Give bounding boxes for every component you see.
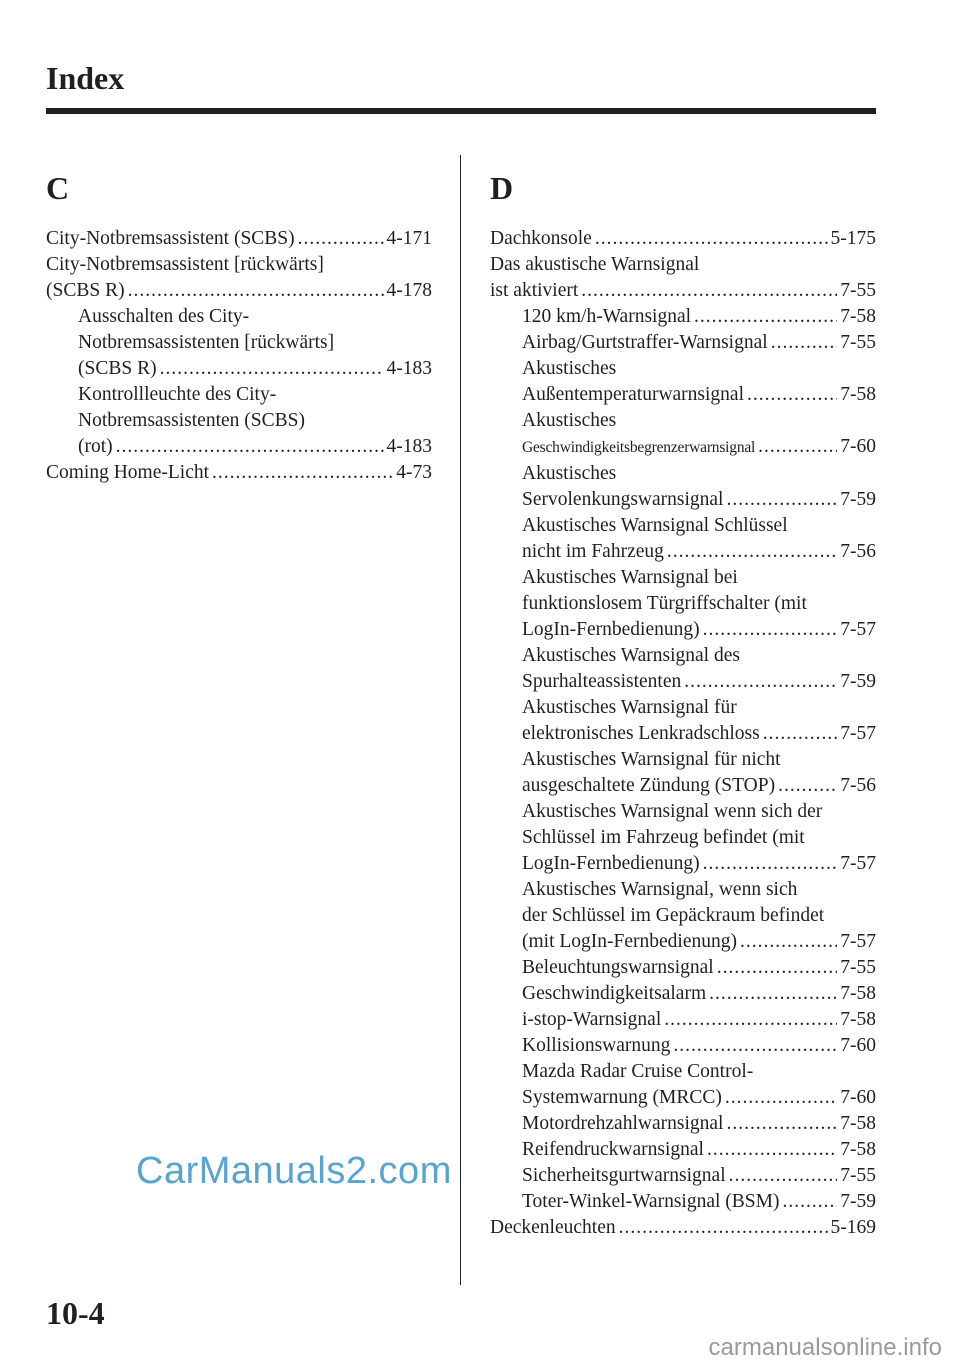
index-subentry <box>490 1033 876 1059</box>
entry-page-line <box>522 1163 876 1189</box>
entry-page-reference: 7-58 <box>840 983 876 1004</box>
watermark-carmanuals: CarManuals2.com <box>136 1150 452 1192</box>
entry-page-line <box>522 1189 876 1215</box>
entry-page-reference: 7-57 <box>840 619 876 640</box>
entry-text-line: Akustisches <box>522 358 617 379</box>
index-entry <box>490 252 876 304</box>
header-rule <box>46 108 876 114</box>
index-subentry <box>490 330 876 356</box>
entry-page-reference: 5-169 <box>830 1217 876 1238</box>
index-subentry <box>490 408 876 461</box>
entry-term: elektronisches Lenkradschloss <box>522 723 760 744</box>
entry-page-line <box>522 617 876 643</box>
dot-leader <box>758 434 837 460</box>
dot-leader <box>667 539 837 565</box>
index-subentry <box>490 877 876 955</box>
dot-leader <box>740 929 837 955</box>
entry-text-line: Das akustische Warnsignal <box>490 254 700 275</box>
page-title: Index <box>46 60 125 96</box>
entry-page-line <box>522 487 876 513</box>
dot-leader <box>703 851 838 877</box>
entry-page-reference: 7-55 <box>840 1165 876 1186</box>
entry-page-line <box>490 278 876 304</box>
entry-page-reference: 7-59 <box>840 1191 876 1212</box>
entry-term: Geschwindigkeitsbegrenzerwarnsignal <box>522 439 756 456</box>
index-subentry <box>490 955 876 981</box>
entry-text-line: Akustisches Warnsignal für <box>522 697 737 718</box>
dot-leader <box>212 460 393 486</box>
entry-term: Sicherheitsgurtwarnsignal <box>522 1165 726 1186</box>
section-letter: C <box>46 170 70 206</box>
entry-term: Beleuchtungswarnsignal <box>522 957 714 978</box>
index-subentry <box>490 356 876 408</box>
index-column-right <box>490 168 876 1241</box>
entry-page-reference: 7-56 <box>840 775 876 796</box>
entry-text-line: Akustisches Warnsignal, wenn sich <box>522 879 798 900</box>
dot-leader <box>778 773 837 799</box>
entry-text-line: Akustisches Warnsignal bei <box>522 567 738 588</box>
dot-leader <box>725 1085 837 1111</box>
entry-term: Airbag/Gurtstraffer-Warnsignal <box>522 332 768 353</box>
index-subentry <box>490 565 876 643</box>
section-letter: D <box>490 170 514 206</box>
entry-text-line: Notbremsassistenten [rückwärts] <box>78 332 335 353</box>
entry-text-line: Akustisches Warnsignal des <box>522 645 740 666</box>
dot-leader <box>694 304 837 330</box>
entry-text-line: Notbremsassistenten (SCBS) <box>78 410 305 431</box>
entry-page-line <box>522 721 876 747</box>
dot-leader <box>595 226 828 252</box>
dot-leader <box>729 1163 838 1189</box>
index-subentry <box>490 1163 876 1189</box>
entry-page-line <box>522 929 876 955</box>
dot-leader <box>707 1137 837 1163</box>
index-subentry <box>490 513 876 565</box>
index-subentry <box>490 1189 876 1215</box>
entry-page-line <box>490 226 876 252</box>
entry-page-reference: 7-60 <box>840 1035 876 1056</box>
entry-page-reference: 7-59 <box>840 489 876 510</box>
entry-page-reference: 7-57 <box>840 931 876 952</box>
index-subentry <box>490 1111 876 1137</box>
index-subentry <box>46 382 432 460</box>
entry-page-line <box>522 434 876 461</box>
entry-page-line <box>46 460 432 486</box>
dot-leader <box>726 487 837 513</box>
entry-page-reference: 7-55 <box>840 280 876 301</box>
index-entry-list <box>490 226 876 1241</box>
index-subentry <box>490 1137 876 1163</box>
dot-leader <box>581 278 837 304</box>
dot-leader <box>116 434 384 460</box>
column-divider <box>460 155 461 1285</box>
entry-page-reference: 7-55 <box>840 957 876 978</box>
index-entry <box>46 226 432 252</box>
dot-leader <box>717 955 838 981</box>
entry-term: nicht im Fahrzeug <box>522 541 664 562</box>
index-subentry <box>490 747 876 799</box>
dot-leader <box>747 382 837 408</box>
entry-term: LogIn-Fernbedienung) <box>522 853 700 874</box>
entry-page-reference: 4-73 <box>396 462 432 483</box>
dot-leader <box>763 721 838 747</box>
entry-page-reference: 4-183 <box>386 436 432 457</box>
entry-term: Spurhalteassistenten <box>522 671 682 692</box>
entry-term: (SCBS R) <box>46 280 125 301</box>
entry-term: Systemwarnung (MRCC) <box>522 1087 722 1108</box>
entry-text-line: Akustisches <box>522 463 617 484</box>
entry-page-line <box>78 356 432 382</box>
entry-term: Toter-Winkel-Warnsignal (BSM) <box>522 1191 780 1212</box>
entry-page-line <box>522 981 876 1007</box>
entry-term: 120 km/h-Warnsignal <box>522 306 692 327</box>
index-entry-list <box>46 226 432 486</box>
dot-leader <box>726 1111 837 1137</box>
dot-leader <box>709 981 837 1007</box>
index-subentry <box>490 461 876 513</box>
dot-leader <box>298 226 384 252</box>
entry-page-reference: 7-58 <box>840 1113 876 1134</box>
entry-page-reference: 7-58 <box>840 306 876 327</box>
dot-leader <box>771 330 838 356</box>
entry-page-line <box>522 330 876 356</box>
entry-page-reference: 7-60 <box>840 436 876 457</box>
entry-page-line <box>490 1215 876 1241</box>
entry-term: ausgeschaltete Zündung (STOP) <box>522 775 776 796</box>
entry-page-reference: 5-175 <box>830 228 876 249</box>
entry-page-line <box>522 1033 876 1059</box>
index-entry <box>46 252 432 304</box>
entry-page-line <box>522 1137 876 1163</box>
entry-page-line <box>522 851 876 877</box>
dot-leader <box>673 1033 837 1059</box>
entry-term: ist aktiviert <box>490 280 579 301</box>
entry-page-line <box>522 773 876 799</box>
entry-term: Deckenleuchten <box>490 1217 616 1238</box>
entry-page-line <box>522 382 876 408</box>
entry-text-line: Mazda Radar Cruise Control- <box>522 1061 754 1082</box>
entry-page-reference: 7-57 <box>840 723 876 744</box>
entry-page-reference: 7-55 <box>840 332 876 353</box>
dot-leader <box>703 617 838 643</box>
entry-term: Geschwindigkeitsalarm <box>522 983 707 1004</box>
entry-page-reference: 7-58 <box>840 1139 876 1160</box>
entry-term: LogIn-Fernbedienung) <box>522 619 700 640</box>
index-column-left <box>46 168 432 486</box>
entry-page-line <box>522 539 876 565</box>
entry-term: Kollisionswarnung <box>522 1035 671 1056</box>
entry-page-line <box>46 226 432 252</box>
entry-text-line: der Schlüssel im Gepäckraum befindet <box>522 905 825 926</box>
index-subentry <box>490 695 876 747</box>
entry-page-line <box>46 278 432 304</box>
entry-page-line <box>522 955 876 981</box>
entry-text-line: City-Notbremsassistent [rückwärts] <box>46 254 324 275</box>
watermark-carmanualsonline: carmanualsonline.info <box>708 1334 942 1361</box>
entry-text-line: funktionslosem Türgriffschalter (mit <box>522 593 807 614</box>
entry-page-reference: 4-178 <box>386 280 432 301</box>
entry-page-reference: 7-57 <box>840 853 876 874</box>
index-subentry <box>490 981 876 1007</box>
entry-text-line: Akustisches <box>522 410 617 431</box>
entry-term: Außentemperaturwarnsignal <box>522 384 745 405</box>
entry-term: Servolenkungswarnsignal <box>522 489 724 510</box>
dot-leader <box>619 1215 828 1241</box>
entry-term: Motordrehzahlwarnsignal <box>522 1113 724 1134</box>
dot-leader <box>664 1007 837 1033</box>
dot-leader <box>782 1189 837 1215</box>
index-subentry <box>490 799 876 877</box>
entry-term: Reifendruckwarnsignal <box>522 1139 704 1160</box>
entry-text-line: Akustisches Warnsignal für nicht <box>522 749 781 770</box>
index-entry <box>46 460 432 486</box>
entry-term: i-stop-Warnsignal <box>522 1009 662 1030</box>
entry-term: (mit LogIn-Fernbedienung) <box>522 931 737 952</box>
entry-page-line <box>522 1111 876 1137</box>
entry-text-line: Schlüssel im Fahrzeug befindet (mit <box>522 827 805 848</box>
page-number: 10-4 <box>46 1295 105 1331</box>
entry-page-line <box>522 304 876 330</box>
entry-page-reference: 7-56 <box>840 541 876 562</box>
index-entry <box>490 1215 876 1241</box>
entry-text-line: Ausschalten des City- <box>78 306 250 327</box>
entry-page-reference: 7-58 <box>840 384 876 405</box>
entry-term: Coming Home-Licht <box>46 462 210 483</box>
entry-term: Dachkonsole <box>490 228 592 249</box>
entry-page-line <box>522 1085 876 1111</box>
entry-page-line <box>522 669 876 695</box>
index-subentry <box>490 1059 876 1111</box>
entry-page-reference: 7-60 <box>840 1087 876 1108</box>
dot-leader <box>684 669 837 695</box>
entry-term: (rot) <box>78 436 113 457</box>
entry-page-reference: 4-183 <box>386 358 432 379</box>
index-subentry <box>490 643 876 695</box>
entry-page-reference: 7-59 <box>840 671 876 692</box>
dot-leader <box>128 278 384 304</box>
entry-term: (SCBS R) <box>78 358 157 379</box>
index-subentry <box>490 1007 876 1033</box>
dot-leader <box>160 356 384 382</box>
entry-page-line <box>522 1007 876 1033</box>
entry-text-line: Kontrollleuchte des City- <box>78 384 277 405</box>
entry-text-line: Akustisches Warnsignal Schlüssel <box>522 515 788 536</box>
index-entry <box>490 226 876 252</box>
entry-term: City-Notbremsassistent (SCBS) <box>46 228 295 249</box>
index-subentry <box>490 304 876 330</box>
index-subentry <box>46 304 432 382</box>
entry-page-reference: 7-58 <box>840 1009 876 1030</box>
entry-page-reference: 4-171 <box>386 228 432 249</box>
entry-text-line: Akustisches Warnsignal wenn sich der <box>522 801 823 822</box>
entry-page-line <box>78 434 432 460</box>
